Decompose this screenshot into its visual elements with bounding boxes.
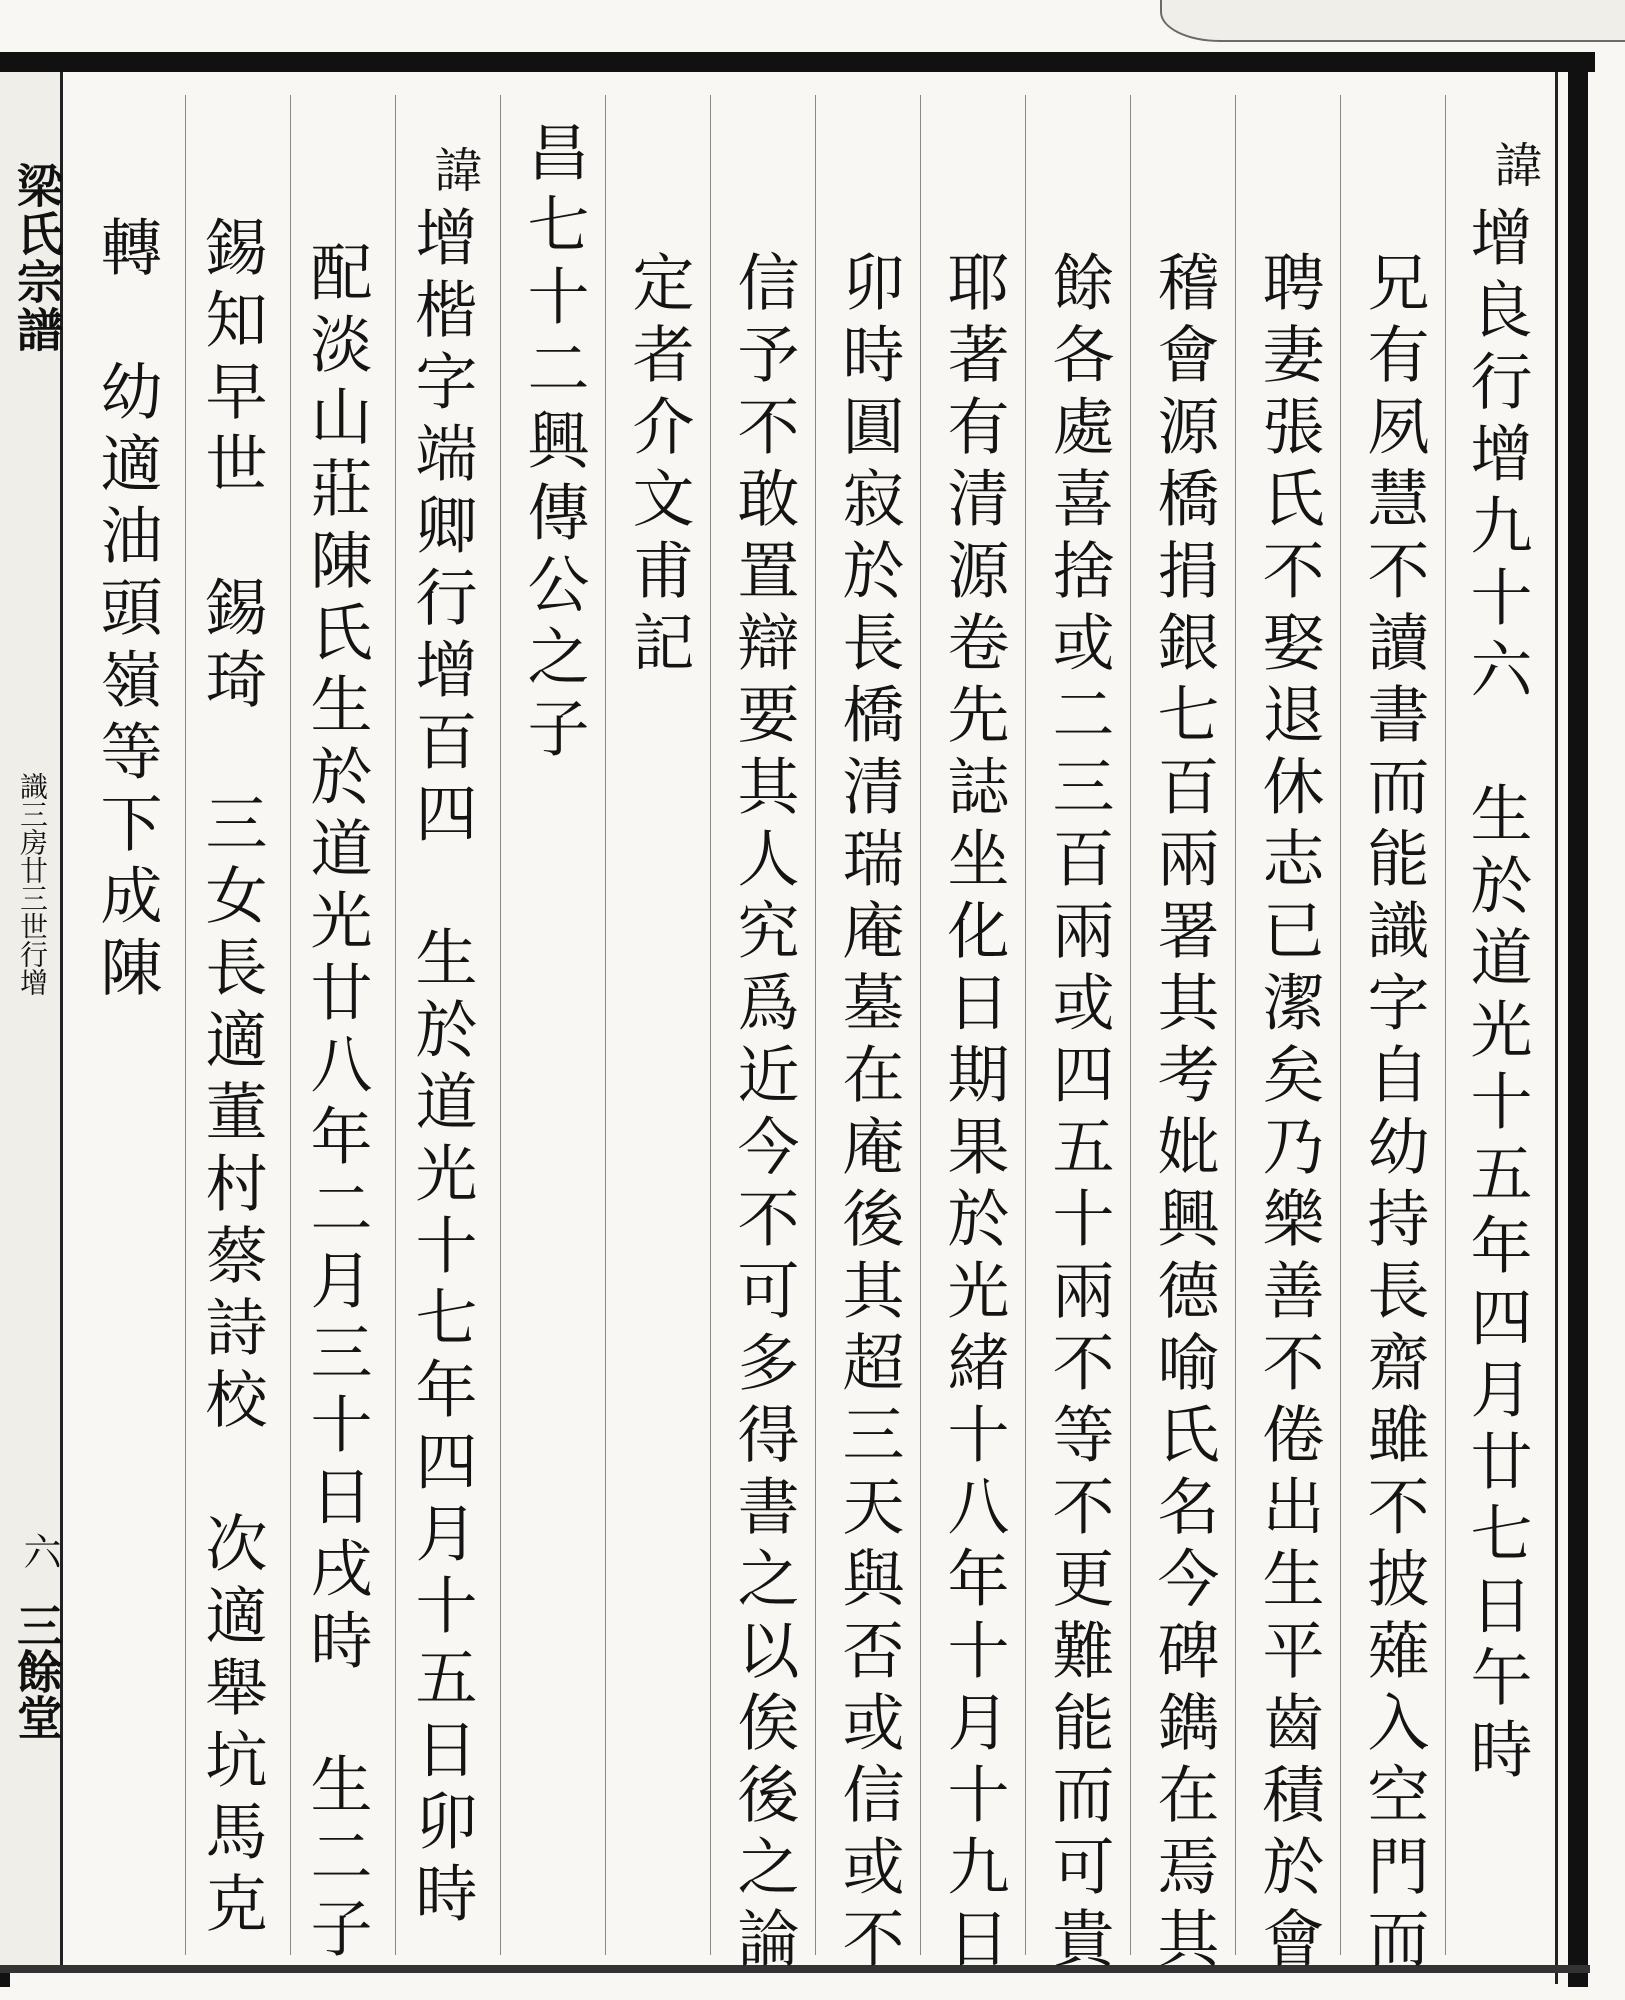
column-rule [710, 95, 711, 1955]
column-rule [1445, 95, 1446, 1955]
column-rule [185, 95, 186, 1955]
text-column-5: 稽會源橋捐銀七百兩署其考妣興德喻氏名今碑鐫在焉其 [1147, 250, 1220, 1978]
column-rule [290, 95, 291, 1955]
column-rule [500, 95, 501, 1955]
gutter-title: 梁氏宗譜 [10, 162, 64, 354]
column-rule [1340, 95, 1341, 1955]
column-rule [920, 95, 921, 1955]
page-border-top [0, 52, 1595, 72]
text-column-10: 定者介文甫記 [622, 250, 695, 682]
column-rule [1025, 95, 1026, 1955]
text-column-13: 增楷字端卿行增百四 生於道光十七年四月十五日卯時 [405, 205, 478, 1933]
text-column-8: 卯時圓寂於長橋清瑞庵墓在庵後其超三天與否或信或不 [832, 250, 905, 1978]
page-border-right [1568, 52, 1588, 1987]
text-column-16: 轉 幼適油頭嶺等下成陳 [90, 215, 163, 1007]
text-column-2: 增良行增九十六 生於道光十五年四月廿七日午時 [1460, 205, 1533, 1789]
text-column-15: 錫知早世 錫琦 三女長適董村蔡詩校 次適舉坑馬克 [195, 215, 268, 1943]
column-rule [1130, 95, 1131, 1955]
text-column-11-lineage: 昌七十二興傳公之子 [517, 120, 590, 768]
text-column-9: 信予不敢置辯要其人究爲近今不可多得書之以俟後之論 [727, 250, 800, 1978]
text-column-14: 配淡山莊陳氏生於道光廿八年二月三十日戌時 生二子 [300, 240, 373, 1968]
column-rule [395, 95, 396, 1955]
page-border-inner-right [1555, 72, 1558, 1984]
text-column-3: 兄有夙慧不讀書而能識字自幼持長齋雖不披薙入空門而 [1357, 250, 1430, 1978]
gutter-generation-note: 識三房廿三世行增 [16, 772, 49, 996]
text-column-1-taboo-mark: 諱 [1486, 140, 1542, 194]
torn-paper-edge [1160, 0, 1625, 42]
leaf-gutter [0, 72, 63, 1965]
column-rule [1235, 95, 1236, 1955]
text-column-12-taboo-mark: 諱 [426, 145, 482, 199]
text-column-6: 餘各處喜捨或二三百兩或四五十兩不等不更難能而可貴 [1042, 250, 1115, 1978]
gutter-hall-name: 三餘堂 [10, 1602, 64, 1740]
text-column-4: 聘妻張氏不娶退休志已潔矣乃樂善不倦出生平齒積於會 [1252, 250, 1325, 1978]
gutter-leaf-number: 六 [17, 1532, 61, 1570]
column-rule [815, 95, 816, 1955]
column-rule [605, 95, 606, 1955]
text-column-7: 耶著有清源卷先誌坐化日期果於光緒十八年十月十九日 [937, 250, 1010, 1978]
